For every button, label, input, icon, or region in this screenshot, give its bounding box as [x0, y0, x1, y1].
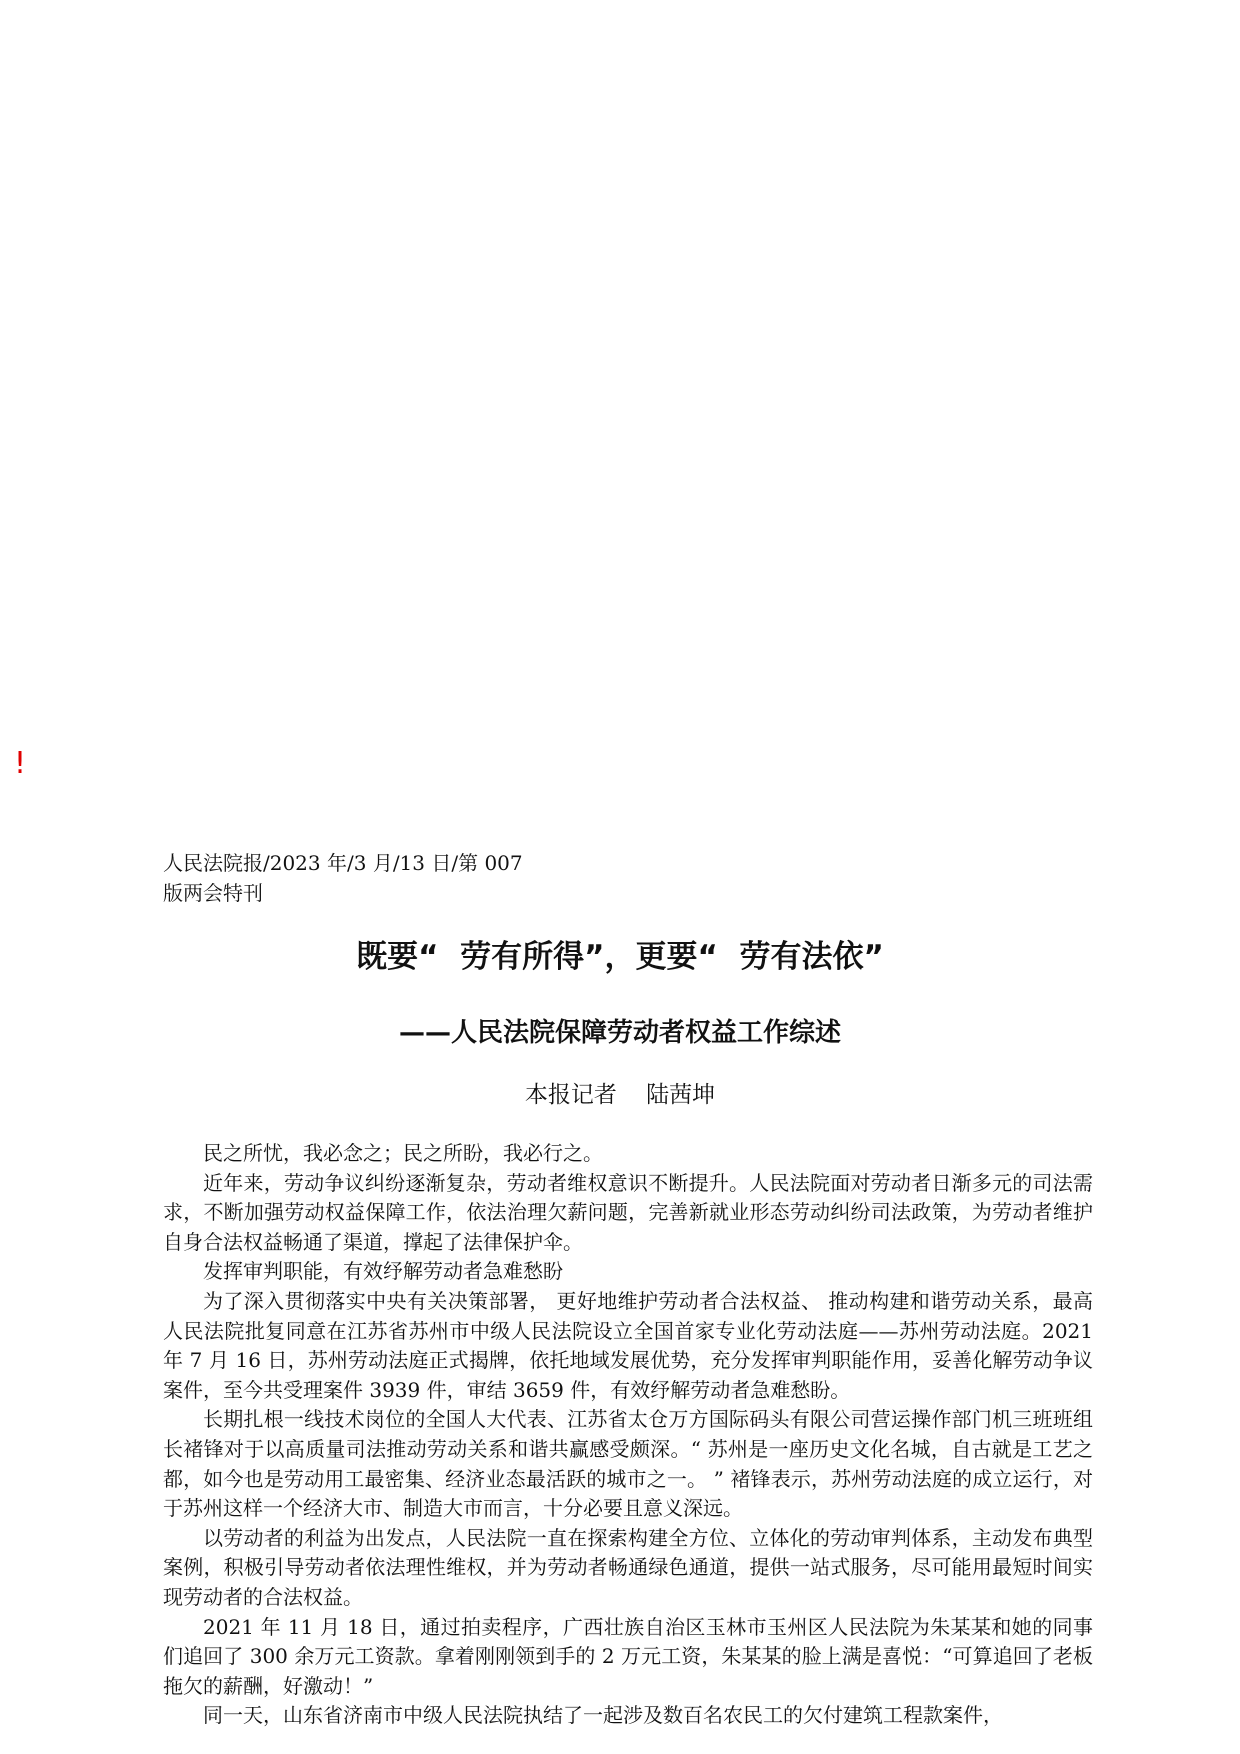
article-title: 既要“ 劳有所得”，更要“ 劳有法依”	[356, 939, 884, 975]
source-line-2: 版两会特刊	[163, 881, 263, 905]
paragraph: 2021 年 11 月 18 日，通过拍卖程序，广西壮族自治区玉林市玉州区人民法院为朱某某和她的同事们追回了 300 余万元工资款。拿着刚刚领到手的 2 万元工资，朱某某的脸上满是喜悦：“可算追回了老板拖欠的薪酬，好激动！”	[163, 1614, 1093, 1698]
source-citation	[163, 848, 543, 908]
paragraph: 以劳动者的利益为出发点，人民法院一直在探索构建全方位、立体化的劳动审判体系，主动发布典型案例，积极引导劳动者依法理性维权，并为劳动者畅通绿色通道，提供一站式服务，尽可能用最短时间实现劳动者的合法权益。	[163, 1525, 1093, 1609]
paragraph: 长期扎根一线技术岗位的全国人大代表、江苏省太仓万方国际码头有限公司营运操作部门机三班班组长褚锋对于以高质量司法推动劳动关系和谐共赢感受颇深。“ 苏州是一座历史文化名城，自古就是工艺之都，如今也是劳动用工最密集、经济业态最活跃的城市之一。 ” 褚锋表示，苏州劳动法庭的成立运行，对于苏州这样一个经济大市、制造大市而言，十分必要且意义深远。	[163, 1407, 1093, 1521]
article-subtitle: ——人民法院保障劳动者权益工作综述	[398, 1018, 841, 1048]
byline: 本报记者 陆茜坤	[524, 1082, 716, 1108]
source-line-1: 人民法院报/2023 年/3 月/13 日/第 007	[163, 851, 523, 875]
paragraph: 为了深入贯彻落实中央有关决策部署， 更好地维护劳动者合法权益、 推动构建和谐劳动关系，最高人民法院批复同意在江苏省苏州市中级人民法院设立全国首家专业化劳动法庭——苏州劳动法庭。2021 年 7 月 16 日，苏州劳动法庭正式揭牌，依托地域发展优势，充分发挥审判职能作用，妥善化解劳动争议案件，至今共受理案件 3939 件，审结 3659 件，有效纾解劳动者急难愁盼。	[163, 1288, 1093, 1402]
paragraph: 同一天，山东省济南市中级人民法院执结了一起涉及数百名农民工的欠付建筑工程款案件，	[203, 1703, 1003, 1728]
paragraph: 民之所忧，我必念之；民之所盼，我必行之。	[203, 1141, 603, 1165]
red-exclamation-mark: !	[14, 746, 27, 781]
section-heading: 发挥审判职能，有效纾解劳动者急难愁盼	[203, 1259, 563, 1284]
article-body	[163, 1139, 1093, 1731]
paragraph: 近年来，劳动争议纠纷逐渐复杂，劳动者维权意识不断提升。人民法院面对劳动者日渐多元的司法需求，不断加强劳动权益保障工作，依法治理欠薪问题，完善新就业形态劳动纠纷司法政策，为劳动者维护自身合法权益畅通了渠道，撑起了法律保护伞。	[163, 1170, 1093, 1254]
